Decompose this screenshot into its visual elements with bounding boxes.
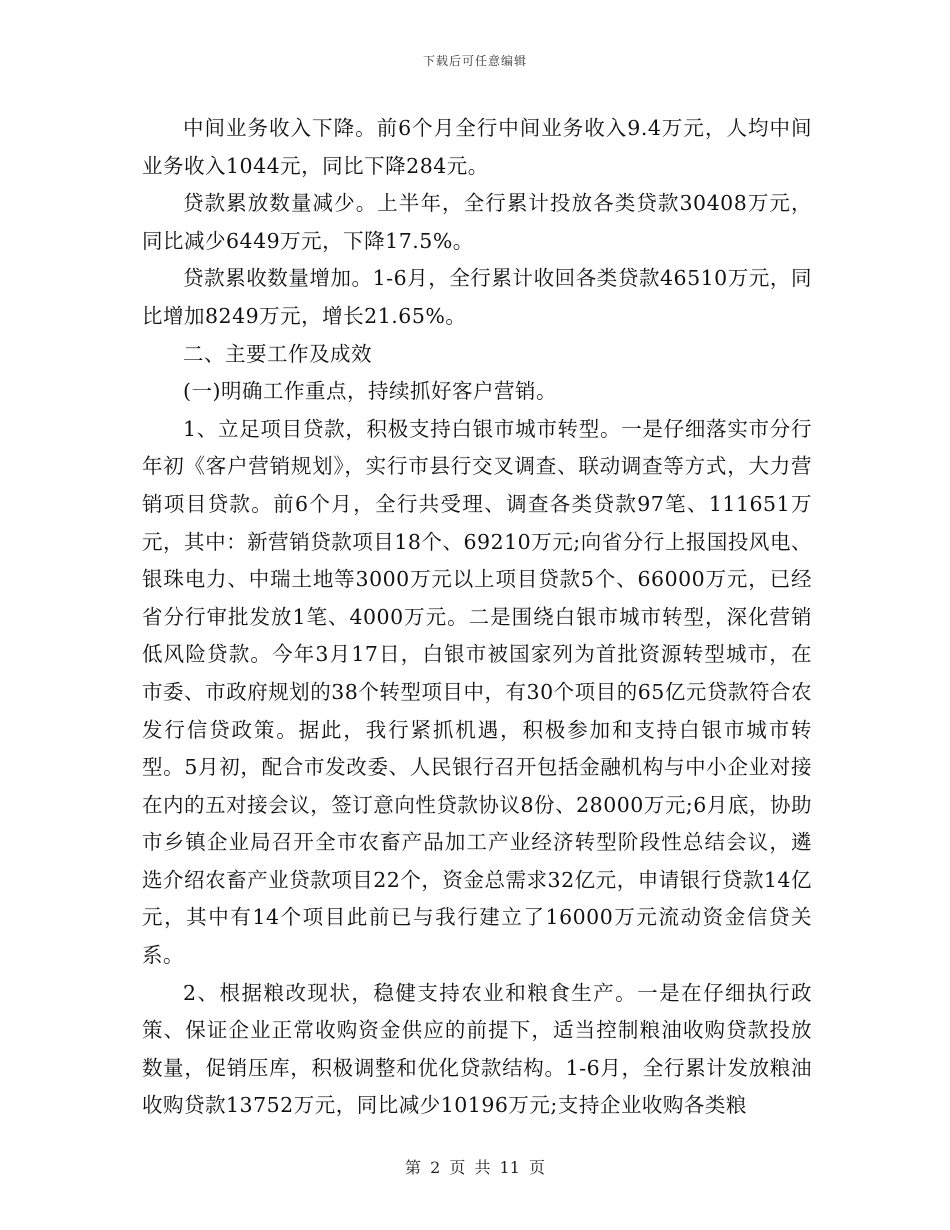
- paragraph: 贷款累收数量增加。1-6月，全行累计收回各类贷款46510万元，同比增加8249万元，增长21.65%。: [142, 266, 812, 328]
- paragraph: 1、立足项目贷款，积极支持白银市城市转型。一是仔细落实市分行年初《客户营销规划》，实行市县行交叉调查、联动调查等方式，大力营销项目贷款。前6个月，全行共受理、调查各类贷款97笔、111651万元，其中：新营销贷款项目18个、69210万元;向省分行上报国投风电、银珠电力、中瑞土地等3000万元以上项目贷款5个、66000万元，已经省分行审批发放1笔、4000万元。二是围绕白银市城市转型，深化营销低风险贷款。今年3月17日，白银市被国家列为首批资源转型城市，在市委、市政府规划的38个转型项目中，有30个项目的65亿元贷款符合农发行信贷政策。据此，我行紧抓机遇，积极参加和支持白银市城市转型。5月初，配合市发改委、人民银行召开包括金融机构与中小企业对接在内的五对接会议，签订意向性贷款协议8份、28000万元;6月底，协助市乡镇企业局召开全市农畜产品加工产业经济转型阶段性总结会议，遴选介绍农畜产业贷款项目22个，资金总需求32亿元，申请银行贷款14亿元，其中有14个项目此前已与我行建立了16000万元流动资金信贷关系。: [142, 416, 812, 968]
- paragraph: 2、根据粮改现状，稳健支持农业和粮食生产。一是在仔细执行政策、保证企业正常收购资金供应的前提下，适当控制粮油收购贷款投放数量，促销压库，积极调整和优化贷款结构。1-6月，全行累计发放粮油收购贷款13752万元，同比减少10196万元;支持企业收购各类粮: [142, 980, 812, 1118]
- page-footer: 第 2 页 共 11 页: [405, 1158, 545, 1177]
- subsection-heading: (一)明确工作重点，持续抓好客户营销。: [183, 379, 557, 404]
- paragraph: 贷款累放数量减少。上半年，全行累计投放各类贷款30408万元，同比减少6449万元，下降17.5%。: [142, 191, 812, 253]
- section-heading: 二、主要工作及成效: [183, 341, 372, 366]
- page-header: 下载后可任意编辑: [422, 54, 527, 68]
- document-body: [142, 110, 812, 1125]
- paragraph: 中间业务收入下降。前6个月全行中间业务收入9.4万元，人均中间业务收入1044元，同比下降284元。: [142, 116, 812, 178]
